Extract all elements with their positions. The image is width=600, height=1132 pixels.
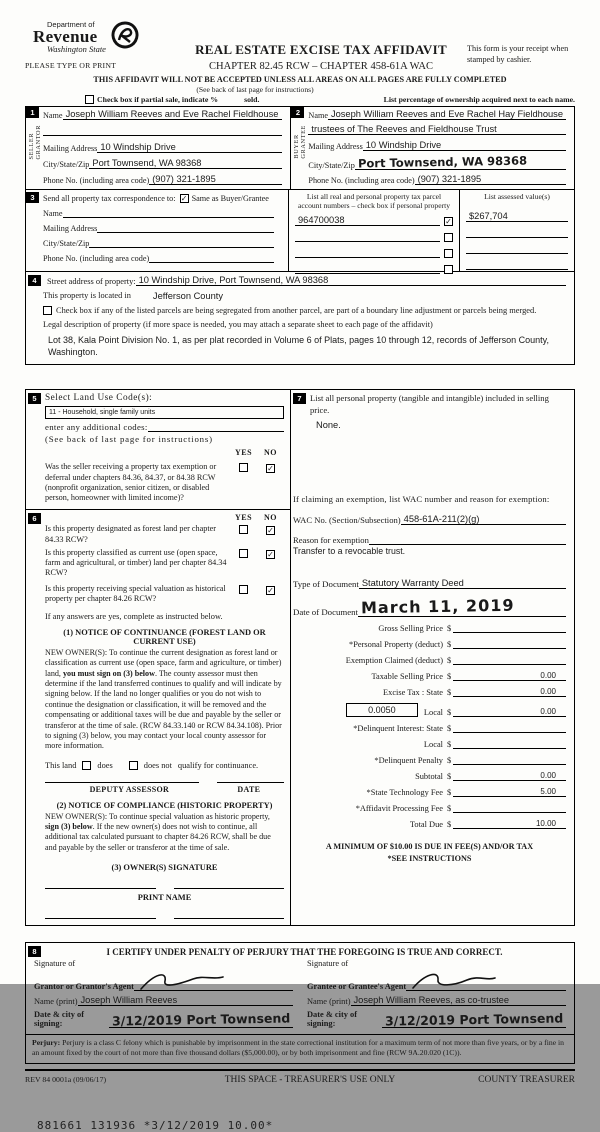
state-technology-fee-field[interactable]: 5.00 xyxy=(453,787,566,797)
assessed-values-column xyxy=(460,190,574,271)
grantee-sig-label: Signature of xyxy=(307,959,349,969)
owner-print-name-line-1[interactable] xyxy=(45,918,156,919)
section-4-badge: 4 xyxy=(28,275,41,286)
section-8-badge: 8 xyxy=(28,946,41,957)
cashier-receipt-stamp: 881661 131936 *3/12/2019 10.00* xyxy=(37,1118,274,1132)
street-address-label: Street address of property: xyxy=(47,277,136,286)
land-use-title: Select Land Use Code(s): xyxy=(45,393,153,404)
logo-state-text: Washington State xyxy=(47,44,106,55)
sec5-seeback-note: (See back of last page for instructions) xyxy=(45,434,213,445)
seller-name-label: Name xyxy=(43,111,63,120)
wac-label: WAC No. (Section/Subsection) xyxy=(293,515,401,526)
personal-property-checkbox-3[interactable] xyxy=(444,249,453,258)
assessor-date-label: DATE xyxy=(237,784,261,794)
forest-yes-checkbox[interactable] xyxy=(239,525,248,534)
corr-phone-label: Phone No. (including area code) xyxy=(43,254,150,263)
certification-section xyxy=(25,942,575,1064)
legal-description-label: Legal description of property (if more space is needed, you may attach a separate sheet to each page of the affidavit) xyxy=(43,320,433,329)
total-due-field[interactable]: 10.00 xyxy=(453,819,566,829)
section-6-badge: 6 xyxy=(28,513,41,524)
buyer-name-extra-field[interactable]: trustees of The Reeves and Fieldhouse Trust xyxy=(308,124,566,135)
section-7-badge: 7 xyxy=(293,393,306,404)
parcel-field-1[interactable]: 964700038 xyxy=(295,215,440,226)
buyer-mailing-field[interactable]: 10 Windship Drive xyxy=(363,140,566,151)
same-as-buyer-checkbox[interactable]: ✓ xyxy=(180,194,188,203)
form-subtitle: CHAPTER 82.45 RCW – CHAPTER 458-61A WAC xyxy=(209,61,433,72)
assessed-field-2[interactable] xyxy=(466,227,568,238)
if-yes-instruction: If any answers are yes, complete as instructed below. xyxy=(45,612,223,622)
personal-property-value[interactable]: None. xyxy=(316,420,341,431)
dor-logo-block xyxy=(25,20,175,70)
grantee-name-field[interactable]: Joseph William Reeves, as co-trustee xyxy=(351,995,567,1006)
parcel-field-3[interactable] xyxy=(295,247,440,258)
this-land-label: This land xyxy=(45,760,77,770)
minimum-due-note: A MINIMUM OF $10.00 IS DUE IN FEE(S) AND/OR TAX *SEE INSTRUCTIONS xyxy=(325,842,534,863)
seller-name-field[interactable]: Joseph William Reeves and Eve Rachel Fieldhouse xyxy=(63,109,283,120)
section-3-badge: 3 xyxy=(26,192,39,203)
corr-phone-field[interactable] xyxy=(149,252,274,263)
delinquent-interest-state-field[interactable] xyxy=(453,723,566,733)
street-address-field[interactable]: 10 Windship Drive, Port Townsend, WA 98368 xyxy=(136,275,566,286)
grantee-signature-field[interactable] xyxy=(406,968,566,991)
buyer-grantee-side-label: BUYER GRANTEE xyxy=(293,125,308,159)
corr-name-field[interactable] xyxy=(63,207,274,218)
excise-tax-local-field[interactable]: 0.00 xyxy=(453,707,566,717)
county-field[interactable]: Jefferson County xyxy=(152,291,224,301)
treasurer-use-label: THIS SPACE - TREASURER'S USE ONLY xyxy=(224,1074,396,1085)
taxable-selling-price-field[interactable]: 0.00 xyxy=(453,671,566,681)
ownership-note: List percentage of ownership acquired next to each name. xyxy=(383,95,575,104)
doc-type-field[interactable]: Statutory Warranty Deed xyxy=(359,578,566,589)
property-address-section xyxy=(25,272,575,365)
corr-name-label: Name xyxy=(43,209,63,218)
partial-sale-label: Check box if partial sale, indicate % xyxy=(97,95,219,104)
wac-field[interactable]: 458-61A-211(2)(g) xyxy=(401,514,566,525)
partial-sale-checkbox[interactable] xyxy=(85,95,94,104)
buyer-name-label: Name xyxy=(308,111,328,120)
assessed-field-3[interactable] xyxy=(466,243,568,254)
sec6-yes-header: YES xyxy=(234,513,253,523)
please-type-note: PLEASE TYPE OR PRINT xyxy=(25,61,117,70)
deputy-assessor-signature-line[interactable] xyxy=(45,782,199,783)
fee-table: Gross Selling Price $ *Personal Property (deduct) $ Exemption Claimed (deduct) $ Taxable Selling Price $ 0.00 Excise Tax : State $ 0.00 0.0050 Local $ 0.00 *Delinquent Interest: State $ Local $ *Delinquent Penalty $ Subtotal $ 0.00 *State Technology Fee $ 5.00 *Affidavit Processing Fee $ Total Due $ 10.00 xyxy=(293,617,566,829)
section-1-badge: 1 xyxy=(26,107,39,118)
forest-land-question: Is this property designated as forest land per chapter 84.33 RCW? xyxy=(45,524,216,544)
affidavit-processing-fee-field[interactable] xyxy=(453,803,566,813)
acceptance-warning: THIS AFFIDAVIT WILL NOT BE ACCEPTED UNLESS ALL AREAS ON ALL PAGES ARE FULLY COMPLETED xyxy=(93,75,507,84)
land-use-section xyxy=(26,390,290,510)
land-classification-section xyxy=(26,510,290,925)
gross-selling-price-field[interactable] xyxy=(453,623,566,633)
grantor-signature-scribble xyxy=(137,985,227,994)
personal-property-title: List all personal property (tangible and intangible) included in selling price. xyxy=(310,393,549,415)
sec5-no-header: NO xyxy=(264,448,277,458)
buyer-mailing-label: Mailing Address xyxy=(308,141,363,151)
owner-signature-line-2[interactable] xyxy=(174,888,285,889)
corr-city-label: City/State/Zip xyxy=(43,239,90,248)
corr-city-field[interactable] xyxy=(89,237,274,248)
local-rate-field[interactable]: 0.0050 xyxy=(346,703,418,717)
doc-date-label: Date of Document xyxy=(293,607,358,618)
grantor-date-field[interactable]: 3/12/2019 Port Townsend xyxy=(109,1012,293,1028)
dor-swoosh-icon xyxy=(110,20,140,55)
tax-correspondence-section xyxy=(25,190,575,272)
section-2-badge: 2 xyxy=(291,107,304,118)
assessed-header: List assessed value(s) xyxy=(484,192,550,201)
parcel-header: List all real and personal property tax parcel account numbers – check box if personal property xyxy=(297,192,451,211)
send-correspondence-label: Send all property tax correspondence to: xyxy=(43,194,176,203)
form-title: REAL ESTATE EXCISE TAX AFFIDAVIT xyxy=(195,42,447,57)
additional-codes-field[interactable] xyxy=(148,421,284,432)
buyer-phone-label: Phone No. (including area code) xyxy=(308,176,415,185)
doc-type-label: Type of Document xyxy=(293,579,359,590)
seller-mailing-field[interactable]: 10 Windship Drive xyxy=(97,142,282,153)
buyer-phone-field[interactable]: (907) 321-1895 xyxy=(415,174,566,185)
reason-exemption-field[interactable] xyxy=(369,534,566,545)
certify-statement: I CERTIFY UNDER PENALTY OF PERJURY THAT THE FOREGOING IS TRUE AND CORRECT. xyxy=(106,946,503,957)
reason-exemption-label: Reason for exemption xyxy=(293,535,369,546)
seller-phone-field[interactable]: (907) 321-1895 xyxy=(149,174,282,185)
sec5-q1-no-checkbox[interactable]: ✓ xyxy=(267,464,274,474)
parcel-field-4[interactable] xyxy=(295,263,440,274)
grantor-name-field[interactable]: Joseph William Reeves xyxy=(78,995,294,1006)
grantee-date-field[interactable]: 3/12/2019 Port Townsend xyxy=(382,1012,566,1028)
grantee-signature-scribble xyxy=(409,985,499,994)
current-use-no-checkbox[interactable]: ✓ xyxy=(267,549,274,559)
logo-revenue-text: Revenue xyxy=(33,27,98,46)
logo-dept-text: Department of xyxy=(47,20,95,29)
personal-property-checkbox-1[interactable]: ✓ xyxy=(445,217,452,227)
notice-continuance-body: NEW OWNER(S): To continue the current designation as forest land or classification as current use (open space, farm and agriculture, or timber) land, you must sign on (3) below. The county assessor must then determine if the land transferred continues to qualify and will indicate by signing below. If the land no longer qualifies or you do not wish to continue the designation or classification, it will be removed and the compensating or additional taxes will be due and payable by the seller or transferor at the time of sale. (RCW 84.33.140 or RCW 84.34.108). Prior to signing (3) below, you may contact your local county assessor for more information. xyxy=(45,648,282,751)
section-5-badge: 5 xyxy=(28,393,41,404)
segregated-checkbox[interactable] xyxy=(43,306,52,315)
additional-codes-label: enter any additional codes: xyxy=(45,422,148,433)
segregated-label: Check box if any of the listed parcels are being segregated from another parcel, are part of a boundary line adjustment or parcels being merged. xyxy=(56,306,537,315)
personal-property-checkbox-4[interactable] xyxy=(444,265,453,274)
deputy-assessor-label: DEPUTY ASSESSOR xyxy=(89,784,170,794)
buyer-city-label: City/State/Zip xyxy=(308,160,355,170)
does-label: does xyxy=(97,760,113,770)
doc-date-field[interactable]: March 11, 2019 xyxy=(358,597,566,617)
corr-mailing-label: Mailing Address xyxy=(43,224,98,233)
print-name-label: PRINT NAME xyxy=(137,893,192,903)
buyer-name-field[interactable]: Joseph William Reeves and Eve Rachel Hay Fieldhouse xyxy=(328,109,566,120)
sec5-q1-yes-checkbox[interactable] xyxy=(239,463,248,472)
corr-mailing-field[interactable] xyxy=(97,222,274,233)
excise-tax-state-field[interactable]: 0.00 xyxy=(453,687,566,697)
subtotal-field[interactable]: 0.00 xyxy=(453,771,566,781)
does-not-qualify-checkbox[interactable] xyxy=(129,761,138,770)
seeback-note: (See back of last page for instructions) xyxy=(196,85,314,94)
seller-city-label: City/State/Zip xyxy=(43,159,90,169)
historic-yes-checkbox[interactable] xyxy=(239,585,248,594)
historic-property-question: Is this property receiving special valuation as historical property per chapter 84.26 RCW? xyxy=(45,583,226,603)
grantor-sig-label: Signature of xyxy=(34,959,76,969)
sec6-no-header: NO xyxy=(264,513,277,523)
perjury-notice: Perjury: Perjury is a class C felony which is punishable by imprisonment in the state correctional institution for a maximum term of not more than five years, or by a fine in an amount fixed by the court of not more than five thousand dollars ($5,000.00), or by both imprisonment and fine (RCW 9A.20.020 (1C)). xyxy=(26,1034,574,1063)
grantor-signature-field[interactable] xyxy=(134,968,293,991)
legal-description-value[interactable]: Lot 38, Kala Point Division No. 1, as per plat recorded in Volume 6 of Plats, pages 10 through 12, records of Jefferson County, Washington. xyxy=(48,335,549,358)
same-as-buyer-label: Same as Buyer/Grantee xyxy=(191,194,269,203)
current-use-yes-checkbox[interactable] xyxy=(239,549,248,558)
exemption-instruction: If claiming an exemption, list WAC number and reason for exemption: xyxy=(293,494,550,505)
grantor-signing-block: Signature of Grantor or Grantor's Agent Name (print) Joseph William Reeves Date & city of signing: 3/12/2019 Port Townsend xyxy=(34,959,307,1028)
sec5-yes-header: YES xyxy=(234,448,253,458)
exemption-deferral-question: Was the seller receiving a property tax exemption or deferral under chapters 84.36, 84.37, or 84.38 RCW (nonprofit organization, senior citizen, or disabled person, homeowner with limited income)? xyxy=(45,462,217,503)
seller-name-extra-field[interactable] xyxy=(43,125,282,136)
seller-grantor-section xyxy=(26,107,290,189)
notice-compliance-title: (2) NOTICE OF COMPLIANCE (HISTORIC PROPERTY) xyxy=(56,800,273,810)
land-use-code-field[interactable]: 11 - Household, single family units xyxy=(45,406,284,419)
qualify-label: qualify for continuance. xyxy=(177,760,259,770)
sold-label: sold. xyxy=(244,95,260,104)
delinquent-interest-local-field[interactable] xyxy=(453,739,566,749)
owners-signature-title: (3) OWNER(S) SIGNATURE xyxy=(111,863,218,873)
parcel-field-2[interactable] xyxy=(295,231,440,242)
form-header xyxy=(25,20,575,72)
historic-no-checkbox[interactable]: ✓ xyxy=(267,585,274,595)
does-not-label: does not xyxy=(143,760,172,770)
owner-print-name-line-2[interactable] xyxy=(174,918,285,919)
does-qualify-checkbox[interactable] xyxy=(82,761,91,770)
notice-compliance-body: NEW OWNER(S): To continue special valuation as historic property, sign (3) below. If the new owner(s) does not wish to continue, all additional tax calculated pursuant to chapter 84.26 RCW, shall be due and payable by the seller or transferor at the time of sale. xyxy=(45,811,271,852)
reason-exemption-value[interactable]: Transfer to a revocable trust. xyxy=(293,546,406,557)
located-in-label: This property is located in xyxy=(43,291,131,300)
current-use-question: Is this property classified as current use (open space, farm and agricultural, or timber) land per chapter 84.34 RCW? xyxy=(45,547,227,578)
assessed-field-1[interactable]: $267,704 xyxy=(466,211,568,222)
forest-no-checkbox[interactable]: ✓ xyxy=(267,526,274,536)
owner-signature-line-1[interactable] xyxy=(45,888,156,889)
personal-property-section xyxy=(291,390,574,925)
exemption-claimed-field[interactable] xyxy=(453,655,566,665)
seller-grantor-side-label: SELLER GRANTOR xyxy=(28,125,42,160)
seller-city-field[interactable]: Port Townsend, WA 98368 xyxy=(89,158,282,169)
seller-phone-label: Phone No. (including area code) xyxy=(43,176,150,185)
county-treasurer-label: COUNTY TREASURER xyxy=(478,1074,575,1085)
buyer-grantee-section xyxy=(290,107,574,189)
parcel-numbers-column xyxy=(288,190,460,271)
form-revision-number: REV 84 0001a (09/06/17) xyxy=(25,1074,107,1084)
seller-mailing-label: Mailing Address xyxy=(43,143,98,153)
assessor-date-line[interactable] xyxy=(217,782,284,783)
buyer-city-field[interactable]: Port Townsend, WA 98368 xyxy=(355,155,566,170)
form-footer xyxy=(25,1069,575,1085)
notice-continuance-title: (1) NOTICE OF CONTINUANCE (FOREST LAND OR CURRENT USE) xyxy=(63,628,266,647)
receipt-note: This form is your receipt when stamped by cashier. xyxy=(467,44,569,64)
grantee-signing-block: Signature of Grantee or Grantee's Agent Name (print) Joseph William Reeves, as co-trustee Date & city of signing: 3/12/2019 Port Townsend xyxy=(307,959,566,1028)
personal-property-checkbox-2[interactable] xyxy=(444,233,453,242)
assessed-field-4[interactable] xyxy=(466,259,568,270)
personal-property-deduct-field[interactable] xyxy=(453,639,566,649)
delinquent-penalty-field[interactable] xyxy=(453,755,566,765)
